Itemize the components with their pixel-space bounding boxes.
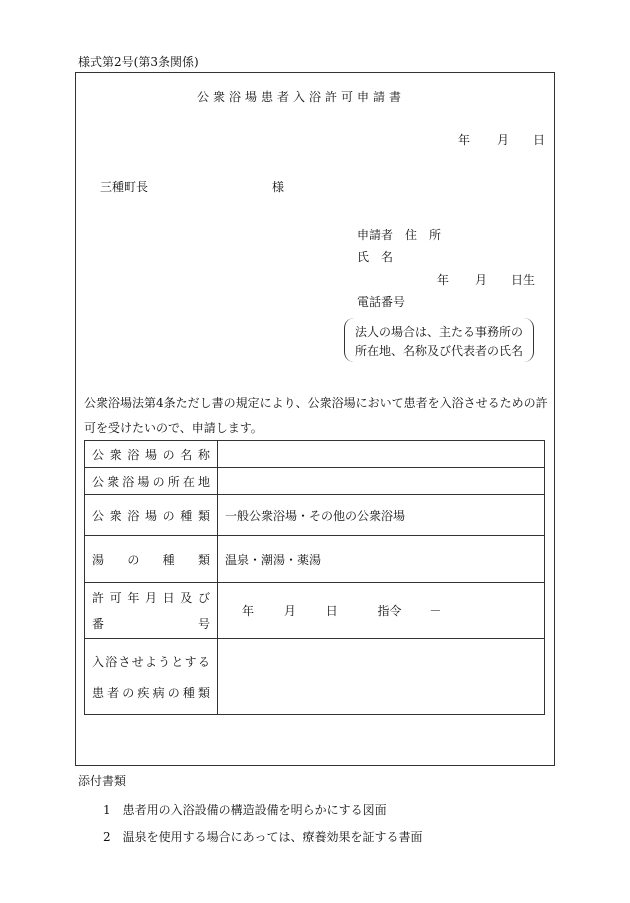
label-char: 湯 [92, 552, 105, 567]
label-char: 地 [197, 474, 210, 489]
label-char: 公 [92, 508, 105, 523]
date-day: 日 [533, 133, 546, 147]
label-char: 場 [144, 508, 157, 523]
label-char: 入 [92, 654, 105, 669]
water-type-label-text [92, 551, 210, 568]
label-char: 患 [92, 685, 105, 700]
permit-date-value [218, 583, 545, 639]
form-number-label: 様式第2号(第3条関係) [78, 55, 199, 69]
label-char: せ [131, 654, 144, 669]
label-char: 月 [144, 591, 157, 605]
label-char: 番 [92, 617, 105, 631]
addressee-name: 三種町長 [100, 180, 149, 194]
permit-date-label-line2 [92, 615, 210, 632]
permit-order: 指令 [377, 604, 402, 618]
disease-type-label-line1 [92, 653, 210, 670]
label-char: 類 [197, 685, 210, 700]
label-char: 衆 [109, 508, 122, 523]
label-char: 類 [197, 508, 210, 523]
label-char: 日 [162, 591, 175, 605]
label-char: 称 [197, 447, 210, 462]
label-char: 者 [107, 685, 120, 700]
table-row [85, 536, 545, 583]
permit-date-label [85, 583, 218, 639]
bath-location-field[interactable] [218, 468, 545, 495]
label-char: 場 [144, 447, 157, 462]
bath-type-label [85, 495, 218, 536]
water-type-label [85, 536, 218, 583]
attachment-item [103, 801, 387, 818]
statement-line1: 公衆浴場法第4条ただし書の規定により、公衆浴場において患者を入浴させるための許 [84, 396, 548, 410]
label-char: 年 [127, 591, 140, 605]
applicant-phone-label: 電話番号 [357, 295, 406, 309]
label-char: の [127, 552, 140, 567]
label-char: 病 [152, 685, 165, 700]
corporate-note-line2: 所在地、名称及び代表者の氏名 [355, 344, 524, 358]
attachment-text: 患者用の入浴設備の構造設備を明らかにする図面 [122, 803, 387, 817]
addressee-honorific: 様 [272, 180, 285, 194]
label-char: よ [144, 654, 157, 669]
application-table [84, 440, 545, 715]
label-char: の [162, 508, 175, 523]
label-char: の [122, 685, 135, 700]
label-char: 浴 [127, 508, 140, 523]
label-char: 及 [180, 591, 193, 605]
birth-month: 月 [475, 273, 488, 287]
bath-name-label [85, 441, 218, 468]
birth-day: 日生 [511, 273, 536, 287]
label-char: 場 [137, 474, 150, 489]
bath-type-value: 一般公衆浴場・その他の公衆浴場 [218, 495, 545, 536]
form-title: 公衆浴場患者入浴許可申請書 [197, 90, 406, 104]
disease-type-field[interactable] [218, 639, 545, 715]
label-char: る [197, 654, 210, 669]
label-char: 名 [180, 447, 193, 462]
statement-line2: 可を受けたいので、申請します。 [84, 421, 263, 435]
label-char: 種 [180, 508, 193, 523]
label-char: 衆 [107, 474, 120, 489]
label-char: 公 [92, 447, 105, 462]
bath-name-label-text [92, 446, 210, 463]
bath-name-field[interactable] [218, 441, 545, 468]
applicant-address-label: 申請者 住 所 [357, 228, 442, 242]
permit-year: 年 [242, 604, 255, 618]
date-month: 月 [497, 133, 510, 147]
label-char: 公 [92, 474, 105, 489]
birth-year: 年 [437, 273, 450, 287]
label-char: 類 [197, 552, 210, 567]
attachments-heading: 添付書類 [78, 774, 127, 788]
label-char: 種 [162, 552, 175, 567]
label-char: 号 [197, 617, 210, 631]
label-char: の [167, 685, 180, 700]
disease-type-label [85, 639, 218, 715]
water-type-value: 温泉・潮湯・薬湯 [218, 536, 545, 583]
label-char: 浴 [127, 447, 140, 462]
label-char: び [197, 591, 210, 605]
permit-dash: － [429, 604, 442, 618]
attachment-item [103, 828, 423, 845]
attachment-num: 2 [103, 830, 111, 844]
attachment-text: 温泉を使用する場合にあっては、療養効果を証する書面 [122, 830, 423, 844]
table-row [85, 639, 545, 715]
label-char: さ [118, 654, 131, 669]
label-char: 浴 [122, 474, 135, 489]
bath-location-label [85, 468, 218, 495]
bath-location-label-text [92, 473, 210, 490]
label-char: 疾 [137, 685, 150, 700]
label-char: 衆 [109, 447, 122, 462]
label-char: す [184, 654, 197, 669]
corporate-note [344, 318, 534, 362]
label-char: う [158, 654, 171, 669]
label-char: 所 [167, 474, 180, 489]
applicant-name-label: 氏 名 [357, 250, 394, 264]
disease-type-label-line2 [92, 684, 210, 701]
label-char: の [152, 474, 165, 489]
table-row [85, 583, 545, 639]
label-char: 浴 [105, 654, 118, 669]
bath-type-label-text [92, 507, 210, 524]
label-char: 許 [92, 591, 105, 605]
label-char: 可 [109, 591, 122, 605]
label-char: 在 [182, 474, 195, 489]
table-row [85, 495, 545, 536]
attachment-num: 1 [103, 803, 111, 817]
corporate-note-line1: 法人の場合は、主たる事務所の [355, 325, 524, 339]
label-char: の [162, 447, 175, 462]
label-char: 種 [182, 685, 195, 700]
permit-day: 日 [325, 604, 338, 618]
table-row [85, 468, 545, 495]
permit-month: 月 [283, 604, 296, 618]
permit-date-label-line1 [92, 589, 210, 606]
table-row [85, 441, 545, 468]
label-char: と [171, 654, 184, 669]
date-year: 年 [458, 133, 471, 147]
